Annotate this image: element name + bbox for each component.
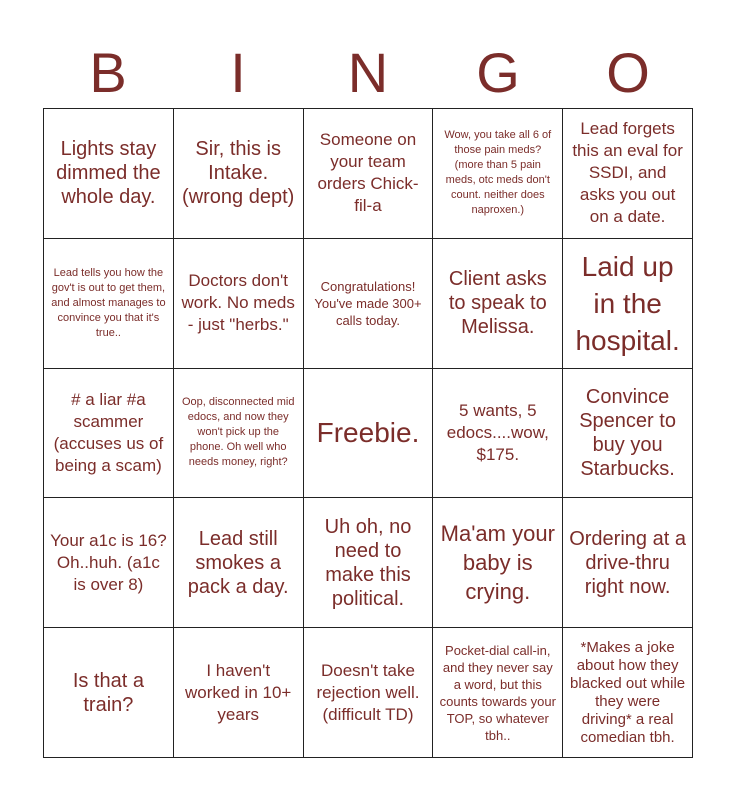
header-letter-o: O bbox=[606, 41, 650, 104]
bingo-cell-r4c4[interactable]: Ma'am your baby is crying. bbox=[433, 498, 563, 628]
header-letter-b: B bbox=[89, 41, 127, 104]
bingo-cell-r2c2[interactable]: Doctors don't work. No meds - just "herbs." bbox=[174, 239, 304, 369]
bingo-cell-r5c4[interactable]: Pocket-dial call-in, and they never say a word, but this counts towards your TOP, so whatever tbh.. bbox=[433, 628, 563, 758]
bingo-cell-r3c4[interactable]: 5 wants, 5 edocs....wow, $175. bbox=[433, 369, 563, 499]
bingo-cell-r2c1[interactable]: Lead tells you how the gov't is out to get them, and almost manages to convince you that it's true.. bbox=[44, 239, 174, 369]
bingo-cell-r2c3[interactable]: Congratulations! You've made 300+ calls today. bbox=[304, 239, 434, 369]
bingo-cell-r4c2[interactable]: Lead still smokes a pack a day. bbox=[174, 498, 304, 628]
bingo-cell-r3c5[interactable]: Convince Spencer to buy you Starbucks. bbox=[563, 369, 693, 499]
bingo-cell-r1c5[interactable]: Lead forgets this an eval for SSDI, and asks you out on a date. bbox=[563, 109, 693, 239]
bingo-cell-r5c1[interactable]: Is that a train? bbox=[44, 628, 174, 758]
header-letter-g: G bbox=[476, 41, 520, 104]
bingo-header bbox=[43, 38, 693, 108]
bingo-cell-r4c1[interactable]: Your a1c is 16? Oh..huh. (a1c is over 8) bbox=[44, 498, 174, 628]
bingo-cell-r2c5[interactable]: Laid up in the hospital. bbox=[563, 239, 693, 369]
bingo-cell-r4c3[interactable]: Uh oh, no need to make this political. bbox=[304, 498, 434, 628]
bingo-cell-r5c5[interactable]: *Makes a joke about how they blacked out while they were driving* a real comedian tbh. bbox=[563, 628, 693, 758]
bingo-cell-r5c3[interactable]: Doesn't take rejection well. (difficult TD) bbox=[304, 628, 434, 758]
bingo-cell-r3c2[interactable]: Oop, disconnected mid edocs, and now they won't pick up the phone. Oh well who needs money, right? bbox=[174, 369, 304, 499]
bingo-cell-r4c5[interactable]: Ordering at a drive-thru right now. bbox=[563, 498, 693, 628]
bingo-cell-r3c3-freebie[interactable]: Freebie. bbox=[304, 369, 434, 499]
bingo-cell-r5c2[interactable]: I haven't worked in 10+ years bbox=[174, 628, 304, 758]
header-letter-i: I bbox=[230, 41, 246, 104]
header-letter-n: N bbox=[347, 41, 389, 104]
bingo-cell-r3c1[interactable]: # a liar #a scammer (accuses us of being a scam) bbox=[44, 369, 174, 499]
bingo-cell-r1c2[interactable]: Sir, this is Intake. (wrong dept) bbox=[174, 109, 304, 239]
bingo-cell-r2c4[interactable]: Client asks to speak to Melissa. bbox=[433, 239, 563, 369]
bingo-cell-r1c1[interactable]: Lights stay dimmed the whole day. bbox=[44, 109, 174, 239]
bingo-grid bbox=[43, 108, 693, 758]
bingo-cell-r1c4[interactable]: Wow, you take all 6 of those pain meds? (more than 5 pain meds, otc meds don't count. neither does naproxen.) bbox=[433, 109, 563, 239]
bingo-cell-r1c3[interactable]: Someone on your team orders Chick-fil-a bbox=[304, 109, 434, 239]
